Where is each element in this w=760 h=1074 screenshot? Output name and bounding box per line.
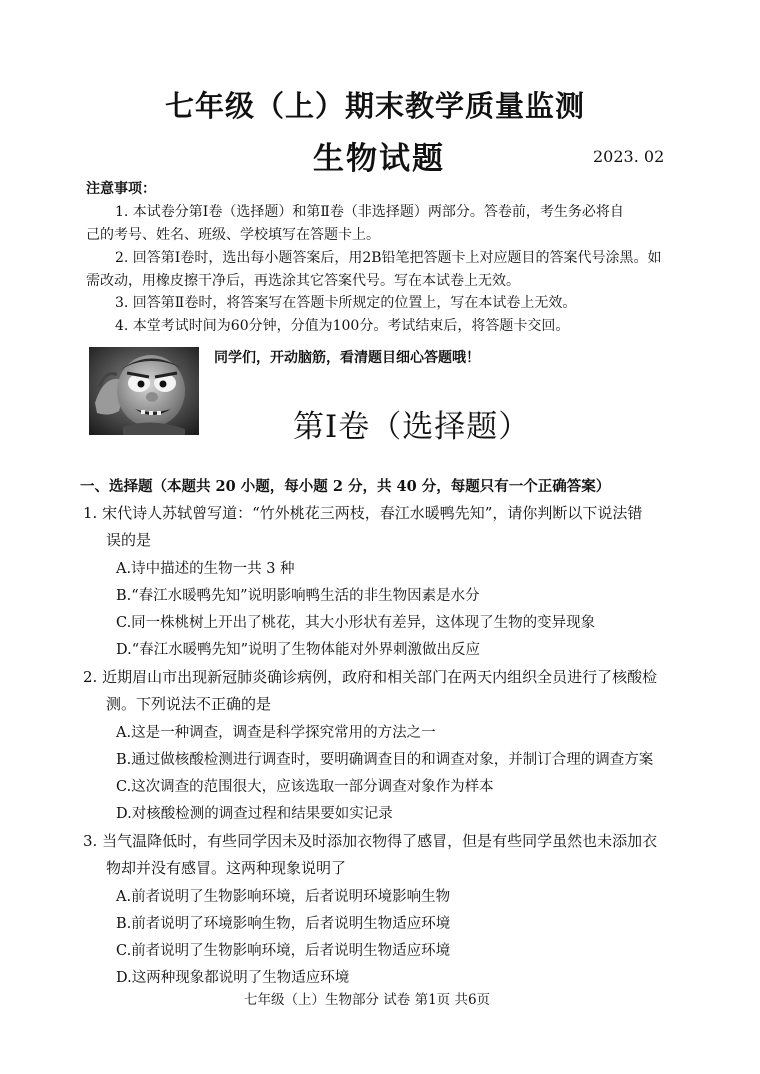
- encouragement-text: 同学们，开动脑筋，看清题目细心答题哦！: [214, 350, 480, 366]
- note-line: 1. 本试卷分第Ⅰ卷（选择题）和第Ⅱ卷（非选择题）两部分。答卷前，考生务必将自: [115, 204, 624, 220]
- question-3-option-c: C.前者说明了生物影响环境，后者说明生物适应环境: [116, 943, 451, 959]
- question-1-option-b: B.“春江水暖鸭先知”说明影响鸭生活的非生物因素是水分: [116, 588, 480, 604]
- note-line: 2. 回答第Ⅰ卷时，选出每小题答案后，用2B铅笔把答题卡上对应题目的答案代号涂黑。如: [115, 250, 662, 266]
- note-line: 3. 回答第Ⅱ卷时，将答案写在答题卡所规定的位置上，写在本试卷上无效。: [115, 295, 577, 311]
- question-3-option-b: B.前者说明了环境影响生物，后者说明生物适应环境: [116, 916, 451, 932]
- question-2-option-c: C.这次调查的范围很大，应该选取一部分调查对象作为样本: [116, 779, 494, 795]
- question-2-option-a: A.这是一种调查，调查是科学探究常用的方法之一: [116, 725, 436, 741]
- exam-title: 七年级（上）期末教学质量监测: [165, 89, 586, 123]
- cartoon-character-image: [89, 347, 199, 435]
- question-2-option-b: B.通过做核酸检测进行调查时，要明确调查目的和调查对象，并制订合理的调查方案: [116, 752, 654, 768]
- question-3-option-d: D.这两种现象都说明了生物适应环境: [116, 970, 350, 986]
- question-1-option-d: D.“春江水暖鸭先知”说明了生物体能对外界刺激做出反应: [116, 642, 481, 658]
- question-1-option-c: C.同一株桃树上开出了桃花，其大小形状有差异，这体现了生物的变异现象: [116, 615, 596, 631]
- question-1-option-a: A.诗中描述的生物一共 3 种: [116, 561, 295, 577]
- section-heading: 一、选择题（本题共 20 小题，每小题 2 分，共 40 分，每题只有一个正确答案）: [80, 478, 611, 495]
- exam-date: 2023. 02: [593, 147, 665, 166]
- note-line: 己的考号、姓名、班级、学校填写在答题卡上。: [86, 227, 380, 243]
- notes-heading: 注意事项：: [86, 181, 156, 197]
- question-2-stem: 测。下列说法不正确的是: [106, 695, 272, 713]
- question-1-stem: 1. 宋代诗人苏轼曾写道：“竹外桃花三两枝，春江水暖鸭先知”，请你判断以下说法错: [83, 504, 643, 522]
- question-1-stem: 误的是: [106, 531, 152, 549]
- note-line: 需改动，用橡皮擦干净后，再选涂其它答案代号。写在本试卷上无效。: [86, 273, 520, 289]
- question-2-option-d: D.对核酸检测的调查过程和结果要如实记录: [116, 806, 393, 822]
- question-2-stem: 2. 近期眉山市出现新冠肺炎确诊病例，政府和相关部门在两天内组织全员进行了核酸检: [83, 668, 658, 686]
- question-3-stem: 3. 当气温降低时，有些同学因未及时添加衣物得了感冒，但是有些同学虽然也未添加衣: [83, 832, 658, 850]
- note-line: 4. 本堂考试时间为60分钟，分值为100分。考试结束后，将答题卡交回。: [115, 318, 570, 334]
- question-3-stem: 物却并没有感冒。这两种现象说明了: [106, 859, 347, 877]
- part-title: 第Ⅰ卷（选择题）: [293, 409, 531, 445]
- exam-subtitle: 生物试题: [313, 141, 445, 177]
- page-footer: 七年级（上）生物部分 试卷 第1页 共6页: [244, 992, 491, 1008]
- question-3-option-a: A.前者说明了生物影响环境，后者说明环境影响生物: [116, 889, 451, 905]
